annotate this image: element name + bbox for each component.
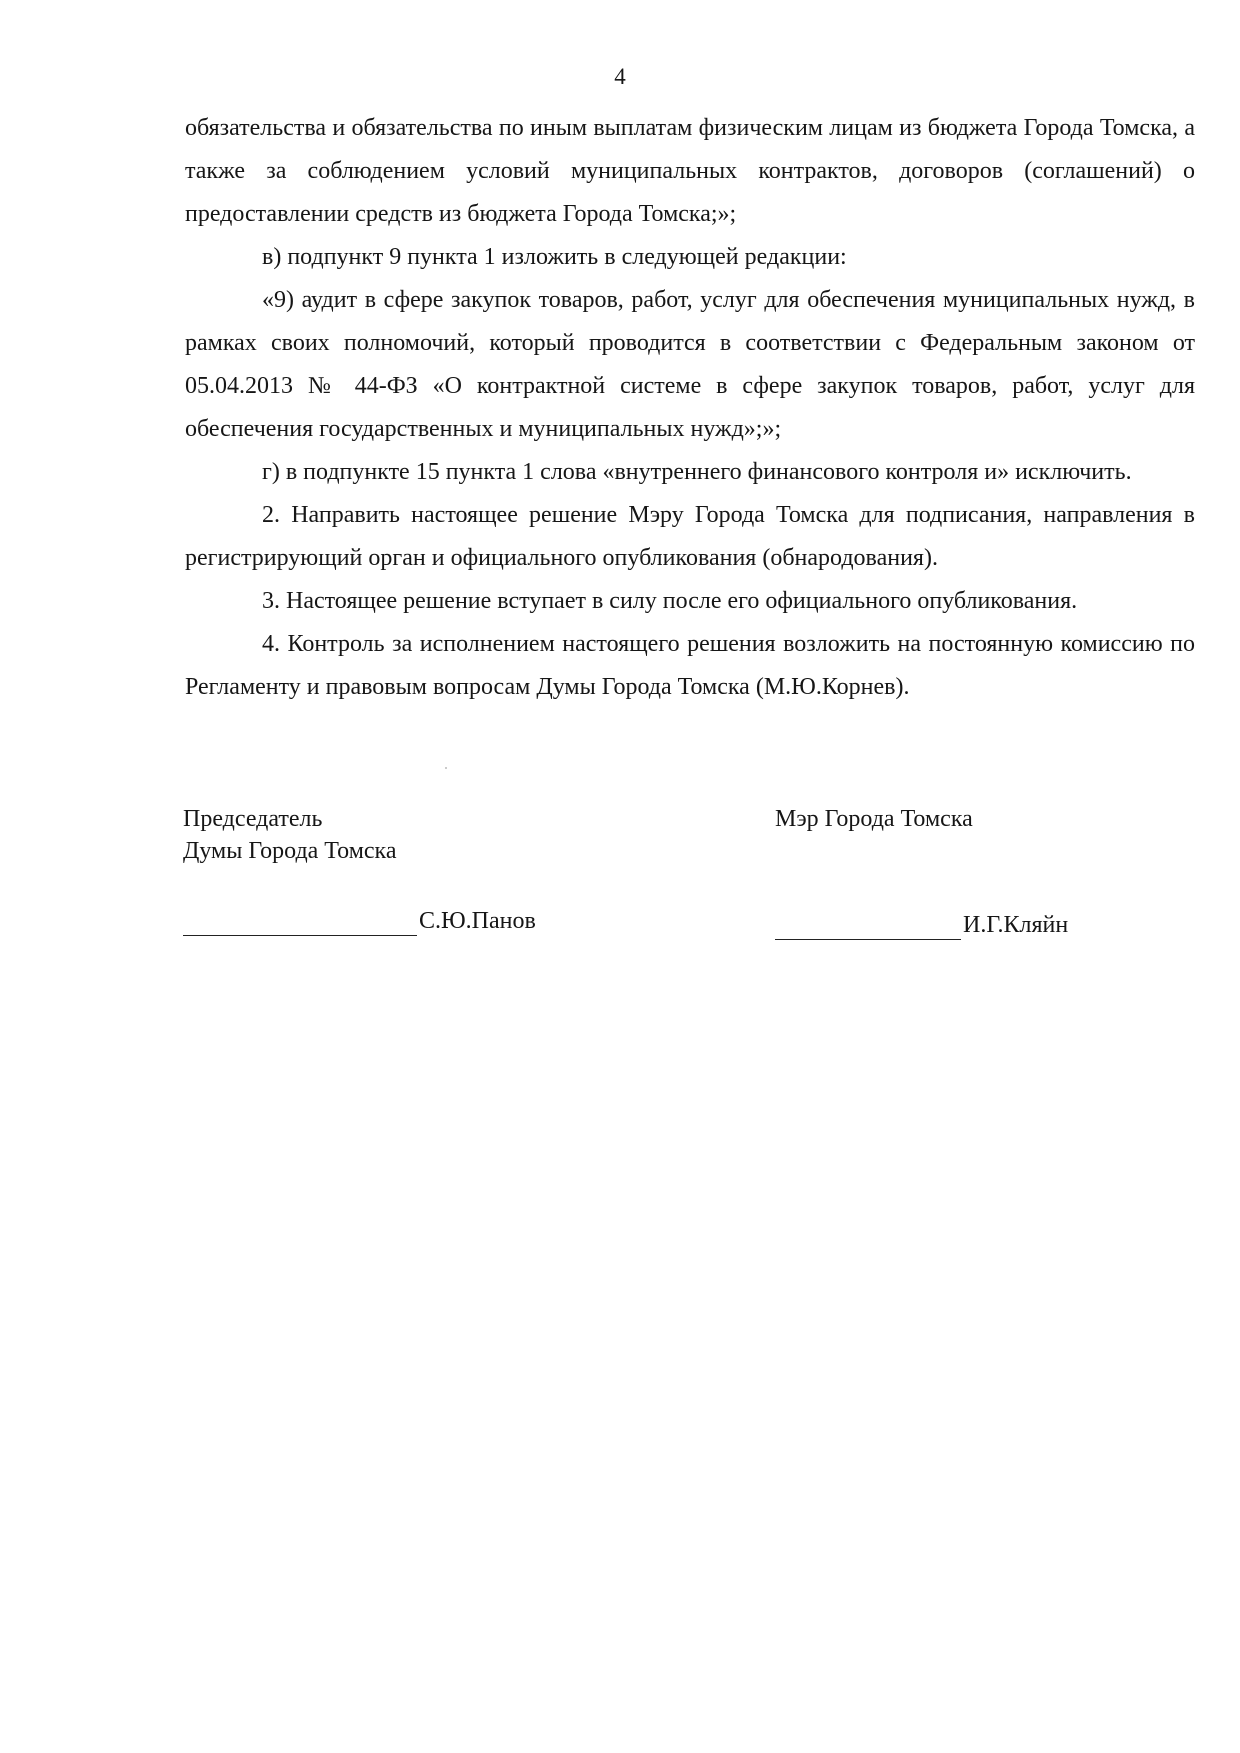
page-number: 4 [614,64,626,89]
signature-right-title-line: Мэр Города Томска [775,806,973,832]
signature-left-block [183,906,536,936]
signature-left-name: С.Ю.Панов [419,908,536,934]
scan-speck [445,767,447,769]
signature-right-title [775,803,973,835]
signature-left-title [183,803,397,867]
paragraph-item-3: 3. Настоящее решение вступает в силу после его официального опубликования. [262,588,1078,614]
signature-left-title-line1: Председатель [183,806,323,832]
paragraph-subitem-v: в) подпункт 9 пункта 1 изложить в следующей редакции: [262,244,847,270]
signature-right-block [775,910,1068,940]
paragraph-item-2: 2. Направить настоящее решение Мэру Города Томска для подписания, направления в регистрирующий орган и официального опубликования (обнародования). [185,502,1195,571]
signature-right-line [775,913,961,940]
paragraph-continuation: обязательства и обязательства по иным выплатам физическим лицам из бюджета Города Томска, а также за соблюдением условий муниципальных контрактов, договоров (соглашений) о предоставлении средств из бюджета Города Томска;»; [185,115,1195,227]
paragraph-item-4: 4. Контроль за исполнением настоящего решения возложить на постоянную комиссию по Регламенту и правовым вопросам Думы Города Томска (М.Ю.Корнев). [185,631,1195,700]
signature-left-title-line2: Думы Города Томска [183,838,397,864]
paragraph-quote-item-9: «9) аудит в сфере закупок товаров, работ, услуг для обеспечения муниципальных нужд, в рамках своих полномочий, который проводится в соответствии с Федеральным законом от 05.04.2013 № 44-ФЗ «О контрактной системе в сфере закупок товаров, работ, услуг для обеспечения государственных и муниципальных нужд»;»; [185,287,1195,442]
signature-left-line [183,909,417,936]
document-body [185,107,1195,709]
paragraph-subitem-g: г) в подпункте 15 пункта 1 слова «внутреннего финансового контроля и» исключить. [262,459,1132,485]
signature-right-name: И.Г.Кляйн [963,912,1069,938]
